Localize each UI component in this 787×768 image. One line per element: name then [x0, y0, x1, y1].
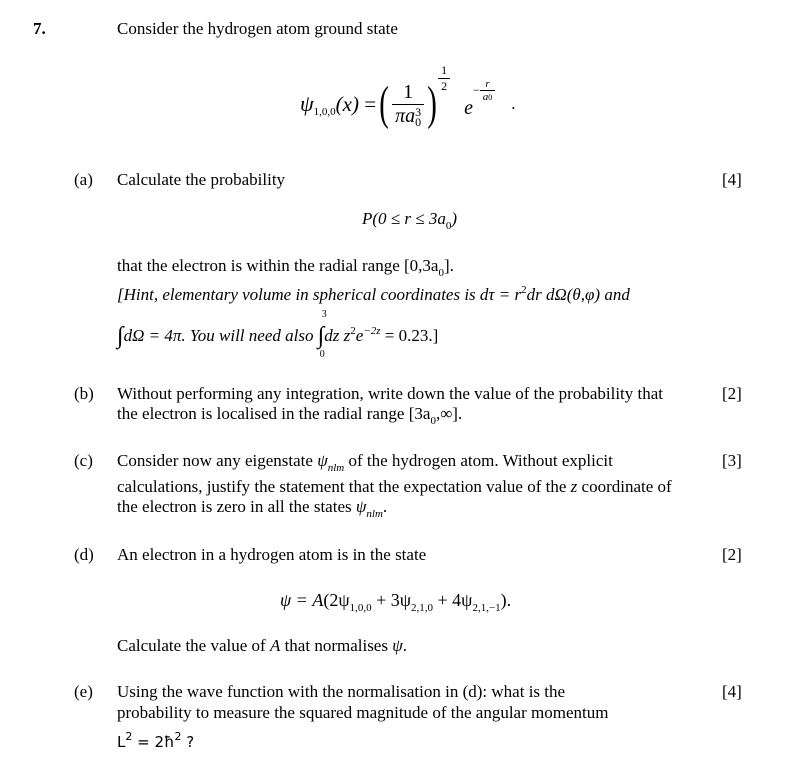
exp-e: e [464, 96, 473, 119]
part-b-marks: [2] [722, 384, 742, 403]
part-c-line3: the electron is zero in all the states $\psi_{nlm}$. [117, 497, 388, 520]
part-d-text: An electron in a hydrogen atom is in the state [117, 545, 427, 564]
part-d-calc: Calculate the value of A that normalises ψ. [117, 636, 408, 655]
part-a-line1: that the electron is within the radial range $[0,3a_0]$. [117, 256, 454, 279]
part-e-label: (e) [74, 682, 93, 701]
part-e-line1: Using the wave function with the normalisation in (d): what is the [117, 682, 566, 701]
psi-nlm-2: $\psi_{nlm}$ [355, 497, 383, 520]
part-e-marks: [4] [722, 682, 742, 701]
exp-minus: − [472, 82, 480, 97]
right-paren: ) [427, 77, 437, 130]
psi-nlm: $\psi_{nlm}$ [317, 451, 345, 474]
part-a-marks: [4] [722, 170, 742, 189]
part-e-line2: probability to measure the squared magnitude of the angular momentum [117, 703, 609, 722]
integral-1-body: dΩ = 4π [123, 326, 182, 345]
part-e-line3: $L^2$ = $2ħ^2$ ? [117, 730, 195, 751]
part-b-line2: the electron is localised in the radial range $[3a_0,\infty]$. [117, 404, 463, 427]
part-c-line1: Consider now any eigenstate $\psi_{nlm}$ of the hydrogen atom. Without explicit [117, 451, 613, 474]
norm-fraction [392, 81, 424, 128]
psi-argument: (x) = [335, 91, 377, 116]
integral-2-lower: 0 [319, 349, 325, 360]
den-sup: 3 [415, 104, 422, 119]
part-d-marks: [2] [722, 545, 742, 564]
psi-subscript: 1,0,0 [313, 106, 336, 118]
radial-range: $[0,3a_0]$. [404, 256, 454, 279]
hint-volume-element: $d\tau = r^2dr$ dΩ(θ,φ) [479, 284, 601, 304]
integral-2 [317, 309, 327, 360]
part-a-probability-expr: $P(0 \le r \le 3a_0)$ [362, 209, 457, 232]
part-b-label: (b) [74, 384, 94, 403]
integral-sign-2: ∫ [317, 323, 325, 349]
part-c-label: (c) [74, 451, 93, 470]
wavefunction-equation [300, 64, 516, 144]
psi-symbol: ψ [300, 91, 314, 116]
integral-sign-1: ∫ [117, 323, 124, 349]
frac-denominator: πa 3 0 [392, 104, 424, 128]
part-a-label: (a) [74, 170, 93, 189]
integral-2-body: dz $z^2e^{-2z}$ [324, 325, 381, 345]
frac-numerator: 1 [403, 80, 414, 103]
part-a-text: Calculate the probability [117, 170, 286, 189]
question-number: 7. [33, 19, 46, 38]
part-a-hint-line2: ∫dΩ = 4π. You will need also 3 ∫ 0 dz $z^2e^{-2z} = 0.23$.] [117, 309, 439, 360]
radial-range-b: $[3a_0,\infty]$. [408, 404, 463, 427]
question-intro: Consider the hydrogen atom ground state [117, 19, 398, 38]
left-paren: ( [379, 77, 389, 130]
part-a-hint-line1: [Hint, elementary volume in spherical coordinates is $d\tau = r^2dr$ dΩ(θ,φ) and [117, 284, 630, 304]
exp-exponent: − $\frac{r}{a0}$ [473, 78, 495, 103]
part-c-line2: calculations, justify the statement that the expectation value of the z coordinate of [117, 477, 672, 496]
integral-2-result: = 0.23 [380, 326, 429, 345]
part-b-line1: Without performing any integration, write down the value of the probability that [117, 384, 664, 403]
part-c-marks: [3] [722, 451, 742, 470]
part-d-state-equation: $\psi = A(2\psi_{1,0,0} + 3\psi_{2,1,0} + 4\psi_{2,1,-1})$. [280, 590, 512, 614]
equation-period: . [511, 94, 516, 113]
integral-2-upper: 3 [321, 309, 327, 320]
part-d-label: (d) [74, 545, 94, 564]
den-sub: 0 [415, 114, 422, 129]
exponent-half: $\frac{1}{2}$ [438, 63, 450, 94]
